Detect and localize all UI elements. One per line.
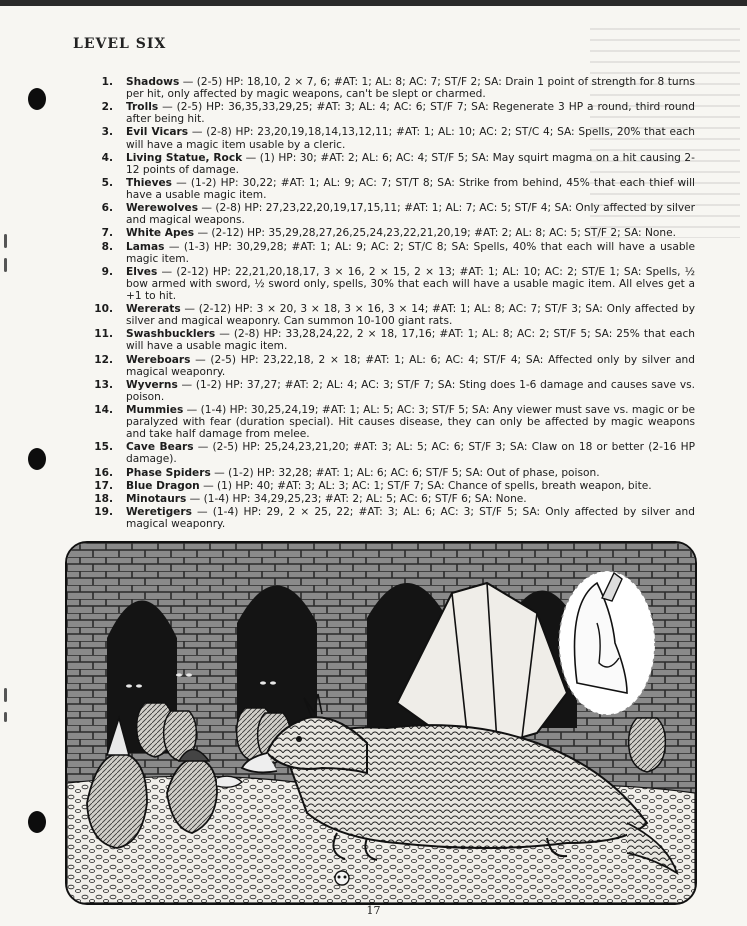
edge-mark <box>4 688 7 702</box>
entry-description <box>126 404 695 440</box>
entry-number: 10. <box>94 303 113 316</box>
monster-stats: — (1-3) HP: 30,29,28; #AT: 1; AL: 9; AC: 2; ST/C 8; SA: Spells, 40% that each will have a usable magic item. <box>126 240 695 265</box>
entry-description <box>126 241 695 265</box>
monster-stats: — (2-8) HP: 27,23,22,20,19,17,15,11; #AT: 1; AL: 7; AC: 5; ST/F 4; SA: Only affected by silver and magical weapons. <box>126 202 695 227</box>
entry-number: 13. <box>94 378 113 391</box>
entry-description <box>126 354 695 378</box>
monster-name: Living Statue, Rock <box>126 151 243 164</box>
monster-name: Cave Bears <box>126 441 194 454</box>
entry-description <box>126 202 695 226</box>
binder-hole-middle <box>28 448 46 470</box>
entry-number: 19. <box>94 506 113 519</box>
monster-name: Phase Spiders <box>126 466 211 479</box>
entry-number: 17. <box>94 479 113 492</box>
entry-number: 11. <box>94 328 113 341</box>
entry-description <box>126 76 695 100</box>
page-number: 17 <box>366 904 381 917</box>
entry-description <box>126 379 695 403</box>
monster-entry <box>85 227 695 239</box>
monster-name: Werewolves <box>126 202 198 215</box>
monster-entry <box>85 354 695 378</box>
monster-stats: — (2-12) HP: 35,29,28,27,26,25,24,23,22,21,20,19; #AT: 2; AL: 8; AC: 5; ST/F 2; SA: None. <box>194 227 676 240</box>
entry-description <box>126 152 695 176</box>
binder-hole-top <box>28 88 46 110</box>
entry-number: 18. <box>94 492 113 505</box>
monster-stats: — (1-4) HP: 34,29,25,23; #AT: 2; AL: 5; AC: 6; ST/F 6; SA: None. <box>186 492 527 505</box>
entry-description <box>126 266 695 302</box>
monster-stats: — (1-4) HP: 30,25,24,19; #AT: 1; AL: 5; AC: 3; ST/F 5; SA: Any viewer must save vs. magic or be paralyzed with fear (duration special). Hit causes disease, they can only be affected by magic weapons and take half damage from melee. <box>126 404 695 441</box>
entry-number: 14. <box>94 404 113 417</box>
binder-hole-bottom <box>28 811 46 833</box>
entry-description <box>126 177 695 201</box>
entry-number: 6. <box>101 202 113 215</box>
edge-mark <box>4 234 7 248</box>
monster-entry <box>85 266 695 302</box>
monster-entry <box>85 480 695 492</box>
monster-name: Blue Dragon <box>126 479 200 492</box>
monster-stats: — (1) HP: 30; #AT: 2; AL: 6; AC: 4; ST/F 5; SA: May squirt magma on a hit causing 2-12 points of damage. <box>126 151 695 176</box>
monster-entry <box>85 467 695 479</box>
monster-stats: — (1-4) HP: 29, 2 × 25, 22; #AT: 3; AL: 6; AC: 3; ST/F 5; SA: Only affected by silver and magical weaponry. <box>126 506 695 531</box>
monster-name: White Apes <box>126 227 195 240</box>
monster-name: Evil Vicars <box>126 126 189 139</box>
monster-name: Elves <box>126 265 158 278</box>
monster-entry <box>85 202 695 226</box>
monster-stats: — (2-5) HP: 36,35,33,29,25; #AT: 3; AL: 4; AC: 6; ST/F 7; SA: Regenerate 3 HP a round, third round after being hit. <box>126 101 695 126</box>
monster-stats: — (2-8) HP: 23,20,19,18,14,13,12,11; #AT: 1; AL: 10; AC: 2; ST/C 4; SA: Spells, 20% that each will have a magic item usable by a cleric. <box>126 126 695 151</box>
monster-entry <box>85 177 695 201</box>
entry-number: 9. <box>101 265 113 278</box>
monster-name: Shadows <box>126 76 180 88</box>
monster-entry <box>85 506 695 530</box>
entry-number: 15. <box>94 441 113 454</box>
monster-entry <box>85 241 695 265</box>
entry-number: 12. <box>94 353 113 366</box>
dragon-illustration <box>65 541 697 905</box>
monster-stats: — (1-2) HP: 37,27; #AT: 2; AL: 4; AC: 3; ST/F 7; SA: Sting does 1-6 damage and causes save vs. poison. <box>126 378 695 403</box>
monster-name: Wereboars <box>126 353 191 366</box>
monster-name: Wyverns <box>126 378 178 391</box>
monster-name: Swashbucklers <box>126 328 216 341</box>
monster-stats: — (2-5) HP: 18,10, 2 × 7, 6; #AT: 1; AL: 8; AC: 7; ST/F 2; SA: Drain 1 point of strength for 8 turns per hit, only affected by magic weapons, can't be slept or charmed. <box>126 76 695 101</box>
scan-top-edge <box>0 0 747 6</box>
monster-entry <box>85 441 695 465</box>
edge-mark <box>4 712 7 722</box>
entry-number: 4. <box>101 151 113 164</box>
entry-number: 8. <box>101 240 113 253</box>
entry-description <box>126 467 695 479</box>
monster-name: Thieves <box>126 176 172 189</box>
entry-number: 2. <box>101 101 113 114</box>
monster-entry <box>85 152 695 176</box>
monster-stats: — (2-12) HP: 22,21,20,18,17, 3 × 16, 2 × 15, 2 × 13; #AT: 1; AL: 10; AC: 2; ST/E 1; SA: Spells, ½ bow armed with sword, ½ sword only, spells, 30% that each will have a usable magic item. All elves get a +1 to hit. <box>126 265 695 302</box>
monster-stats: — (1-2) HP: 32,28; #AT: 1; AL: 6; AC: 6; ST/F 5; SA: Out of phase, poison. <box>210 466 600 479</box>
monster-stats: — (1-2) HP: 30,22; #AT: 1; AL: 9; AC: 7; ST/T 8; SA: Strike from behind, 45% that each thief will have a usable magic item. <box>126 176 695 202</box>
monster-entry <box>85 303 695 327</box>
entry-number: 7. <box>101 227 113 240</box>
monster-stats: — (1) HP: 40; #AT: 3; AL: 3; AC: 1; ST/F 7; SA: Chance of spells, breath weapon, bite. <box>199 479 652 492</box>
monster-entry <box>85 404 695 440</box>
monster-entry <box>85 379 695 403</box>
monster-stats: — (2-5) HP: 25,24,23,21,20; #AT: 3; AL: 5; AC: 6; ST/F 3; SA: Claw on 18 or better (2-16 HP damage). <box>126 441 696 466</box>
monster-name: Wererats <box>126 303 181 316</box>
monster-entry <box>85 76 695 100</box>
entry-description <box>126 493 695 505</box>
monster-stats: — (2-12) HP: 3 × 20, 3 × 18, 3 × 16, 3 × 14; #AT: 1; AL: 8; AC: 7; ST/F 3; SA: Only affected by silver and magical weaponry. Can summon 10-100 giant rats. <box>126 303 695 328</box>
entry-number: 16. <box>94 466 113 479</box>
monster-name: Mummies <box>126 404 184 417</box>
monster-stats: — (2-5) HP: 23,22,18, 2 × 18; #AT: 1; AL: 6; AC: 4; ST/F 4; SA: Affected only by silver and magical weaponry. <box>126 353 695 378</box>
monster-name: Minotaurs <box>126 492 187 505</box>
entry-description <box>126 126 695 150</box>
monster-entry <box>85 126 695 150</box>
monster-entry <box>85 328 695 352</box>
entry-description <box>126 303 695 327</box>
entry-number: 1. <box>101 76 113 88</box>
monster-list <box>85 76 695 531</box>
page-heading: LEVEL SIX <box>73 36 167 52</box>
entry-description <box>126 441 695 465</box>
entry-number: 5. <box>101 176 113 189</box>
entry-number: 3. <box>101 126 113 139</box>
entry-description <box>126 328 695 352</box>
entry-description <box>126 480 695 492</box>
monster-name: Lamas <box>126 240 165 253</box>
entry-description <box>126 101 695 125</box>
entry-description <box>126 227 695 239</box>
edge-mark <box>4 258 7 272</box>
monster-entry <box>85 493 695 505</box>
entry-description <box>126 506 695 530</box>
monster-name: Trolls <box>126 101 159 114</box>
monster-entry <box>85 101 695 125</box>
monster-name: Weretigers <box>126 506 192 519</box>
monster-stats: — (2-8) HP: 33,28,24,22, 2 × 18, 17,16; #AT: 1; AL: 8; AC: 2; ST/F 5; SA: 25% that each will have a usable magic item. <box>126 328 695 353</box>
